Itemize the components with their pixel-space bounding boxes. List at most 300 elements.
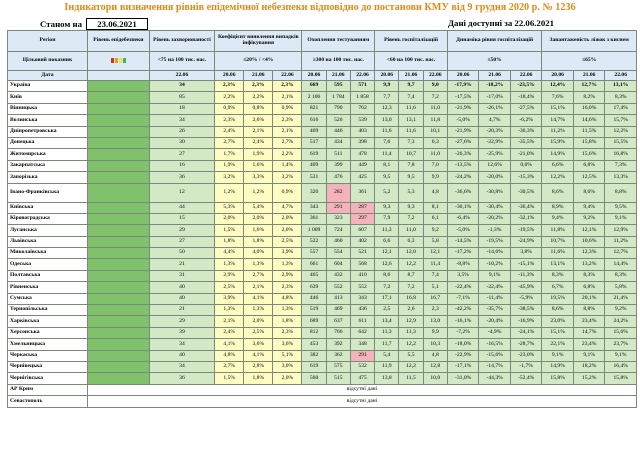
testing-value: 552	[326, 282, 350, 293]
testing-value: 291	[326, 202, 350, 213]
testing-value: 568	[350, 259, 374, 270]
beds-value: 16,8%	[605, 149, 637, 160]
dyn-hosp-value: -14,7%	[479, 361, 511, 372]
detection-value: 2,0%	[273, 213, 302, 224]
detection-value: 2,4%	[244, 137, 273, 148]
detection-value: 2,0%	[244, 316, 273, 327]
hosp-value: 7,4	[399, 92, 423, 103]
hosp-value: 9,9	[375, 81, 399, 92]
morbidity-value: 50	[149, 248, 214, 259]
table-row	[8, 92, 637, 103]
hosp-value: 5,4	[375, 350, 399, 361]
date-cell: 21.06	[244, 71, 273, 81]
testing-value: 619	[302, 361, 326, 372]
testing-value: 1 009	[302, 225, 326, 236]
hosp-value: 2,6	[399, 305, 423, 316]
detection-value: 0,9%	[273, 103, 302, 114]
detection-value: 3,3%	[244, 172, 273, 183]
testing-value: 436	[350, 305, 374, 316]
testing-value: 526	[326, 115, 350, 126]
beds-value: 6,7%	[542, 282, 574, 293]
date-cell: 22.06	[605, 71, 637, 81]
level-indicator	[87, 202, 149, 213]
testing-value: 287	[350, 202, 374, 213]
date-cell: 22.06	[510, 71, 542, 81]
col-testing: Охоплення тестуванням	[302, 31, 375, 52]
col-detection: Коефіцієнт виявлення випадків інфікування	[215, 31, 302, 52]
beds-value: 15,8%	[542, 373, 574, 384]
detection-value: 2,0%	[273, 373, 302, 384]
beds-value: 15,8%	[573, 137, 605, 148]
detection-value: 5,3%	[215, 202, 244, 213]
level-indicator	[87, 172, 149, 183]
col-morbidity: Рівень захворюваності	[149, 31, 214, 52]
dyn-hosp-value: -30,4%	[479, 202, 511, 213]
hosp-value: 13,1	[399, 115, 423, 126]
region-name: АР Крим	[8, 384, 88, 395]
hosp-value: 6,3	[399, 236, 423, 247]
detection-value: 2,4%	[215, 126, 244, 137]
testing-value: 661	[302, 259, 326, 270]
dyn-hosp-value: -20,3%	[479, 126, 511, 137]
dyn-hosp-value: -16,9%	[510, 316, 542, 327]
detection-value: 1,5%	[215, 373, 244, 384]
beds-value: 8,3%	[605, 92, 637, 103]
page-title: Індикатори визначення рівнів епідемічної небезпеки відповідно до постанови КМУ від 9 грудня 2020 р. № 1236	[64, 2, 576, 13]
table-row	[8, 160, 637, 171]
region-name: Дніпропетровська	[8, 126, 88, 137]
detection-value: 4,1%	[244, 350, 273, 361]
dyn-hosp-value: -7,1%	[447, 293, 479, 304]
hosp-value: 5,3	[399, 183, 423, 202]
testing-value: 532	[350, 361, 374, 372]
dyn-hosp-value: -31,0%	[447, 373, 479, 384]
hosp-value: 13,4	[375, 316, 399, 327]
hosp-value: 6,1	[423, 213, 447, 224]
region-name: Кіровоградська	[8, 213, 88, 224]
col-level: Рівень епідебезпеки	[87, 31, 149, 52]
table-row	[8, 270, 637, 281]
dyn-hosp-value: -20,2%	[479, 213, 511, 224]
dyn-hosp-value: -20,4%	[479, 316, 511, 327]
detection-value: 1,6%	[244, 160, 273, 171]
dyn-hosp-value: -7,2%	[447, 327, 479, 338]
testing-value: 432	[326, 270, 350, 281]
detection-value: 2,0%	[215, 213, 244, 224]
testing-value: 460	[326, 236, 350, 247]
dyn-target: ≤50%	[447, 52, 542, 71]
detection-value: 1,3%	[244, 305, 273, 316]
beds-value: 12,2%	[542, 172, 574, 183]
dyn-hosp-value: 3,5%	[447, 270, 479, 281]
dyn-hosp-value: -24,1%	[510, 327, 542, 338]
region-name: Рівненська	[8, 282, 88, 293]
hosp-value: 11,0	[399, 225, 423, 236]
dyn-hosp-value: -14,5%	[447, 236, 479, 247]
morbidity-value: 29	[149, 225, 214, 236]
hosp-value: 5,5	[399, 350, 423, 361]
testing-value: 475	[350, 373, 374, 384]
table-row	[8, 305, 637, 316]
hosp-value: 7,2	[423, 92, 447, 103]
testing-value: 409	[302, 160, 326, 171]
date-cell: 20.06	[542, 71, 574, 81]
hosp-value: 11,6	[399, 126, 423, 137]
testing-value: 348	[350, 339, 374, 350]
beds-value: 6,6%	[542, 160, 574, 171]
hosp-value: 16,7	[423, 293, 447, 304]
missing-note: відсутні дані	[87, 384, 636, 395]
region-name: Чернівецька	[8, 361, 88, 372]
date-cell: 21.06	[573, 71, 605, 81]
detection-value: 2,3%	[273, 115, 302, 126]
target-row	[8, 52, 637, 71]
testing-value: 323	[326, 213, 350, 224]
testing-value: 410	[350, 270, 374, 281]
morbidity-value: 40	[149, 293, 214, 304]
hosp-value: 11,6	[399, 103, 423, 114]
dyn-hosp-value: -24,2%	[447, 172, 479, 183]
testing-value: 762	[350, 103, 374, 114]
detection-value: 2,2%	[215, 92, 244, 103]
hosp-value: 12,8	[423, 361, 447, 372]
table-row	[8, 339, 637, 350]
hosp-value: 5,8	[423, 236, 447, 247]
detection-value: 4,8%	[215, 350, 244, 361]
beds-value: 14,7%	[542, 115, 574, 126]
morbidity-value: 16	[149, 160, 214, 171]
region-name: Львівська	[8, 236, 88, 247]
morbidity-value: 85	[149, 92, 214, 103]
detection-value: 3,2%	[273, 172, 302, 183]
dyn-hosp-value: -26,1%	[479, 103, 511, 114]
region-name: Київ	[8, 92, 88, 103]
legend-swatch	[115, 58, 118, 63]
beds-value: 15,5%	[605, 137, 637, 148]
beds-value: 6,8%	[573, 282, 605, 293]
testing-value: 297	[350, 213, 374, 224]
hosp-value: 7,6	[375, 137, 399, 148]
legend-swatch	[123, 58, 126, 63]
hosp-value: 9,3	[375, 202, 399, 213]
beds-value: 12,7%	[573, 81, 605, 92]
date-cell: 21.06	[326, 71, 350, 81]
dyn-hosp-value: -22,9%	[479, 137, 511, 148]
beds-value: 12,9%	[605, 225, 637, 236]
region-name: Харківська	[8, 316, 88, 327]
table-row	[8, 236, 637, 247]
dyn-hosp-value: -30,5%	[510, 183, 542, 202]
morbidity-target: <75 на 100 тис. нас.	[149, 52, 214, 71]
dyn-hosp-value: -17,2%	[447, 248, 479, 259]
morbidity-value: 36	[149, 373, 214, 384]
testing-value: 821	[302, 103, 326, 114]
dyn-hosp-value: -17,1%	[447, 361, 479, 372]
dyn-hosp-value: -5,9%	[510, 293, 542, 304]
beds-value: 10,6%	[573, 236, 605, 247]
region-name: Чернігівська	[8, 373, 88, 384]
region-name: Сумська	[8, 293, 88, 304]
hosp-value: 5,2	[375, 183, 399, 202]
dyn-hosp-value: 0,0%	[510, 160, 542, 171]
beds-value: 20,1%	[573, 293, 605, 304]
dyn-hosp-value: -15,1%	[510, 259, 542, 270]
dyn-hosp-value: -19,5%	[510, 225, 542, 236]
hosp-value: 9,5	[375, 172, 399, 183]
level-indicator	[87, 350, 149, 361]
dyn-hosp-value: -17,9%	[447, 81, 479, 92]
hosp-value: 12,2	[399, 339, 423, 350]
missing-note: відсутні дані	[87, 396, 636, 407]
indicators-table	[7, 30, 637, 408]
detection-value: 5,1%	[273, 350, 302, 361]
dyn-hosp-value: -20,0%	[479, 172, 511, 183]
dyn-hosp-value: -36,3%	[510, 126, 542, 137]
hosp-value: 11,3	[375, 327, 399, 338]
testing-value: 724	[326, 225, 350, 236]
hosp-value: 11,3	[375, 225, 399, 236]
beds-value: 9,1%	[605, 213, 637, 224]
beds-value: 11,6%	[542, 248, 574, 259]
morbidity-value: 39	[149, 327, 214, 338]
region-name: Хмельницька	[8, 339, 88, 350]
detection-value: 1,4%	[273, 160, 302, 171]
testing-value: 2 106	[302, 92, 326, 103]
dyn-hosp-value: -11,3%	[510, 270, 542, 281]
detection-value: 1,5%	[215, 225, 244, 236]
hosp-value: 9,9	[423, 172, 447, 183]
testing-value: 519	[302, 305, 326, 316]
dyn-hosp-value: 3,8%	[510, 248, 542, 259]
testing-value: 511	[326, 149, 350, 160]
table-row	[8, 361, 637, 372]
region-name: Україна	[8, 81, 88, 92]
hosp-value: 7,4	[423, 270, 447, 281]
detection-value: 3,6%	[273, 339, 302, 350]
level-indicator	[87, 137, 149, 148]
dyn-hosp-value: -14,6%	[479, 248, 511, 259]
hosp-value: 8,7	[399, 270, 423, 281]
target-label: Цільовий показник	[8, 52, 88, 71]
dyn-hosp-value: -8,8%	[447, 259, 479, 270]
region-name: Тернопільська	[8, 305, 88, 316]
detection-value: 2,9%	[273, 270, 302, 281]
beds-value: 10,7%	[542, 236, 574, 247]
level-indicator	[87, 236, 149, 247]
testing-value: 689	[302, 316, 326, 327]
morbidity-value: 40	[149, 350, 214, 361]
beds-value: 13,1%	[542, 259, 574, 270]
beds-value: 8,3%	[605, 270, 637, 281]
dyn-hosp-value: -18,4%	[510, 92, 542, 103]
detection-value: 2,1%	[273, 126, 302, 137]
beds-value: 11,2%	[542, 126, 574, 137]
hosp-value: 11,6	[375, 126, 399, 137]
level-indicator	[87, 81, 149, 92]
dyn-hosp-value: -18,2%	[479, 81, 511, 92]
testing-value: 446	[326, 126, 350, 137]
dyn-hosp-value: -17,5%	[447, 92, 479, 103]
date-cell: 22.06	[350, 71, 374, 81]
beds-value: 16,4%	[605, 361, 637, 372]
dyn-hosp-value: -1,3%	[479, 225, 511, 236]
hosp-value: 7,9	[375, 213, 399, 224]
hosp-value: 7,2	[399, 282, 423, 293]
testing-value: 531	[302, 172, 326, 183]
testing-value: 604	[326, 259, 350, 270]
morbidity-value: 27	[149, 236, 214, 247]
hosp-value: 6,6	[375, 236, 399, 247]
beds-value: 5,8%	[605, 282, 637, 293]
testing-value: 398	[350, 137, 374, 148]
hosp-value: 4,8	[423, 350, 447, 361]
table-row	[8, 126, 637, 137]
dyn-hosp-value: -21,0%	[510, 149, 542, 160]
hosp-value: 9,7	[399, 81, 423, 92]
hosp-value: 7,7	[375, 92, 399, 103]
testing-value: 382	[302, 350, 326, 361]
beds-value: 22,1%	[542, 339, 574, 350]
detection-value: 1,8%	[244, 236, 273, 247]
beds-value: 12,1%	[573, 225, 605, 236]
hosp-value: 12,9	[399, 316, 423, 327]
beds-value: 14,7%	[573, 327, 605, 338]
beds-value: 21,4%	[605, 293, 637, 304]
detection-value: 4,8%	[273, 293, 302, 304]
hosp-value: 9,5	[399, 172, 423, 183]
detection-value: 2,3%	[215, 81, 244, 92]
level-indicator	[87, 270, 149, 281]
hosp-value: 9,3	[399, 202, 423, 213]
col-hosp: Рівень госпіталізацій	[375, 31, 448, 52]
morbidity-value: 15	[149, 213, 214, 224]
dyn-hosp-value: -23,0%	[510, 350, 542, 361]
hosp-value: 13,0	[375, 115, 399, 126]
hosp-value: 10,1	[423, 126, 447, 137]
table-row-missing	[8, 384, 637, 395]
level-indicator	[87, 293, 149, 304]
beds-value: 9,5%	[605, 202, 637, 213]
detection-value: 3,2%	[215, 172, 244, 183]
region-name: Луганська	[8, 225, 88, 236]
beds-value: 12,3%	[573, 248, 605, 259]
morbidity-value: 34	[149, 361, 214, 372]
dyn-hosp-value: -5,0%	[447, 115, 479, 126]
detection-value: 4,1%	[244, 293, 273, 304]
beds-value: 15,7%	[605, 115, 637, 126]
beds-value: 9,4%	[542, 213, 574, 224]
beds-value: 8,6%	[542, 183, 574, 202]
level-indicator	[87, 225, 149, 236]
testing-value: 595	[326, 81, 350, 92]
beds-value: 12,7%	[605, 248, 637, 259]
testing-value: 521	[350, 248, 374, 259]
detection-value: 1,7%	[215, 149, 244, 160]
table-row	[8, 259, 637, 270]
date-level	[87, 71, 149, 81]
testing-value: 469	[302, 126, 326, 137]
detection-value: 1,3%	[244, 259, 273, 270]
beds-target: ≤65%	[542, 52, 637, 71]
detection-value: 4,4%	[215, 248, 244, 259]
hosp-value: 10,0	[423, 373, 447, 384]
detection-value: 2,1%	[215, 316, 244, 327]
testing-value: 669	[302, 81, 326, 92]
detection-value: 3,9%	[215, 293, 244, 304]
hosp-value: 7,3	[399, 137, 423, 148]
level-indicator	[87, 361, 149, 372]
dyn-hosp-value: -27,6%	[447, 137, 479, 148]
beds-value: 14,6%	[573, 115, 605, 126]
testing-value: 403	[350, 126, 374, 137]
testing-value: 637	[326, 316, 350, 327]
dyn-hosp-value: -6,4%	[447, 213, 479, 224]
detection-value: 1,3%	[215, 259, 244, 270]
morbidity-value: 36	[149, 172, 214, 183]
morbidity-value: 44	[149, 202, 214, 213]
detection-value: 0,9%	[273, 183, 302, 202]
detection-value: 2,8%	[244, 361, 273, 372]
dyn-hosp-value: -25,9%	[479, 149, 511, 160]
detection-value: 2,7%	[244, 270, 273, 281]
data-available: Дані доступні за 22.06.2021	[448, 18, 555, 28]
table-row	[8, 137, 637, 148]
dyn-hosp-value: -32,1%	[510, 213, 542, 224]
region-name: Севастополь	[8, 396, 88, 407]
region-name: Вінницька	[8, 103, 88, 114]
testing-value: 560	[302, 373, 326, 384]
dyn-hosp-value: -26,3%	[447, 149, 479, 160]
beds-value: 15,1%	[542, 327, 574, 338]
hosp-value: 7,8	[399, 160, 423, 171]
beds-value: 8,8%	[573, 305, 605, 316]
region-name: Закарпатська	[8, 160, 88, 171]
date-row	[8, 71, 637, 81]
dyn-hosp-value: -15,6%	[479, 350, 511, 361]
level-indicator	[87, 248, 149, 259]
date-cell: 20.06	[447, 71, 479, 81]
dyn-hosp-value: -15,3%	[510, 172, 542, 183]
level-indicator	[87, 103, 149, 114]
hosp-value: 9,0	[423, 81, 447, 92]
testing-value: 291	[350, 350, 374, 361]
testing-value: 554	[326, 248, 350, 259]
detection-value: 2,5%	[215, 282, 244, 293]
detection-value: 2,5%	[244, 327, 273, 338]
beds-value: 23,0%	[542, 316, 574, 327]
morbidity-value: 18	[149, 103, 214, 114]
beds-value: 8,8%	[605, 183, 637, 202]
detection-value: 2,1%	[244, 282, 273, 293]
dyn-hosp-value: -23,5%	[510, 81, 542, 92]
detection-value: 2,7%	[273, 137, 302, 148]
date-cell: 21.06	[479, 71, 511, 81]
testing-value: 575	[326, 361, 350, 372]
morbidity-value: 34	[149, 115, 214, 126]
level-indicator	[87, 373, 149, 384]
hosp-value: 13,8	[375, 373, 399, 384]
beds-value: 24,2%	[605, 316, 637, 327]
hosp-value: 10,3	[423, 339, 447, 350]
beds-value: 11,5%	[573, 126, 605, 137]
testing-value: 343	[302, 202, 326, 213]
beds-value: 18,2%	[573, 361, 605, 372]
as-of	[40, 18, 148, 30]
hosp-value: 11,5	[399, 373, 423, 384]
beds-value: 12,4%	[542, 81, 574, 92]
date-cell: 22.06	[423, 71, 447, 81]
beds-value: 14,4%	[605, 259, 637, 270]
